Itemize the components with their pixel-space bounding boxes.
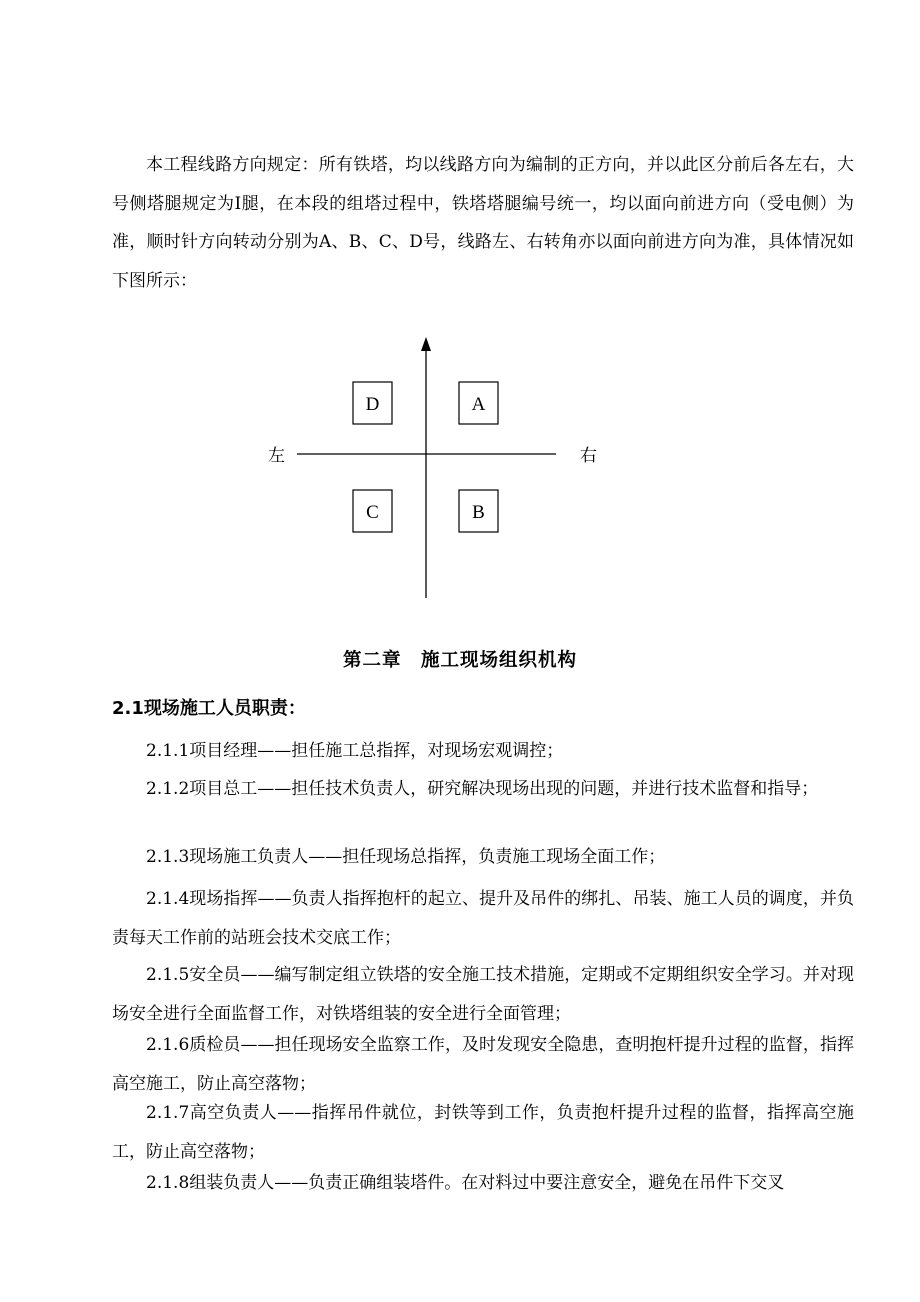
- duty-item: 2.1.2项目总工——担任技术负责人，研究解决现场出现的问题，并进行技术监督和指导；: [146, 779, 819, 799]
- duty-item: 2.1.1项目经理——担任施工总指挥，对现场宏观调控；: [146, 741, 564, 761]
- direction-arrow-icon: [421, 337, 431, 351]
- leg-d-label: D: [365, 394, 380, 415]
- duty-item: 2.1.3现场施工负责人——担任现场总指挥，负责施工现场全面工作；: [146, 847, 666, 867]
- intro-paragraph: 本工程线路方向规定：所有铁塔，均以线路方向为编制的正方向，并以此区分前后各左右，大号侧塔腿规定为Ⅰ腿，在本段的组塔过程中，铁塔塔腿编号统一，均以面向前进方向（受电侧）为准，顺时针方向转动分别为A、B、C、D号，线路左、右转角亦以面向前进方向为准，具体情况如下图所示：: [112, 155, 854, 291]
- chapter-title: 第二章 施工现场组织机构: [342, 650, 577, 671]
- duty-item: 2.1.6质检员——担任现场安全监察工作，及时发现安全隐患，查明抱杆提升过程的监督，指挥高空施工，防止高空落物；: [112, 1035, 854, 1094]
- leg-b-label: B: [472, 502, 485, 523]
- duty-item: 2.1.7高空负责人——指挥吊件就位，封铁等到工作，负责抱杆提升过程的监督，指挥高空施工，防止高空落物；: [112, 1103, 854, 1162]
- leg-c-label: C: [366, 502, 379, 523]
- duty-item: 2.1.5安全员——编写制定组立铁塔的安全施工技术措施，定期或不定期组织安全学习。并对现场安全进行全面监督工作，对铁塔组装的安全进行全面管理；: [112, 965, 854, 1024]
- left-direction-label: 左: [268, 446, 285, 466]
- duty-item: 2.1.4现场指挥——负责人指挥抱杆的起立、提升及吊件的绑扎、吊装、施工人员的调度，并负责每天工作前的站班会技术交底工作；: [112, 889, 854, 948]
- right-direction-label: 右: [580, 446, 597, 466]
- section-title: 2.1现场施工人员职责：: [112, 698, 306, 719]
- leg-a-label: A: [471, 394, 486, 415]
- duty-item: 2.1.8组装负责人——负责正确组装塔件。在对料过中要注意安全，避免在吊件下交叉: [146, 1173, 785, 1193]
